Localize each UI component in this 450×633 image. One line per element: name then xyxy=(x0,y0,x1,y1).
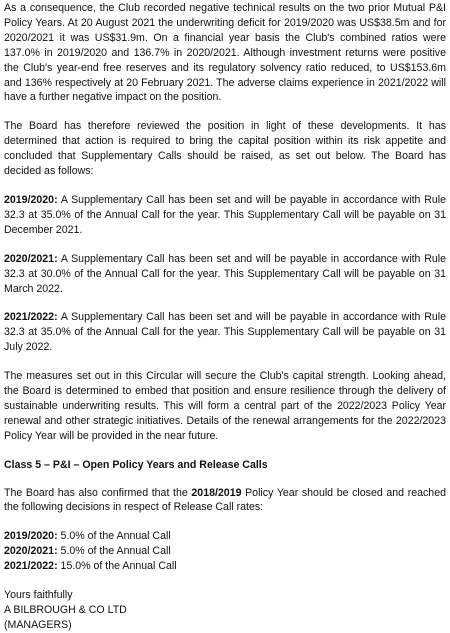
company-name: A BILBROUGH & CO LTD xyxy=(4,604,127,616)
closed-policy-year: 2018/2019 xyxy=(191,486,242,499)
release-call-2019-2020: 2019/2020: 5.0% of the Annual Call xyxy=(4,530,171,543)
intro-paragraph: As a consequence, the Club recorded negative technical results on the two prior Mutual P&I Policy Years. At 20 August 2021 the underwriting deficit for 2019/2020 was US$38.5m and for 2020/2021 it was US$31.9m. On a financial year basis the Club's combined ratios were 137.0% in 2019/2020 and 136.7% in 2020/2021. Although investment returns were positive the Club's year-end free reserves and its regulatory solvency ratio reduced, to US$153.6m and 136% respectively at 20 February 2021. The adverse claims experience in 2021/2022 will have a further negative impact on the position. xyxy=(4,2,446,104)
release-call-2020-2021: 2020/2021: 5.0% of the Annual Call xyxy=(4,545,171,558)
supplementary-call-text: A Supplementary Call has been set and will be payable in accordance with Rule 32.3 at 30.0% of the Annual Call for the year. This Supplementary Call will be payable on 31 March 2022. xyxy=(4,252,446,295)
board-decision-paragraph: The Board has therefore reviewed the position in light of these developments. It has determined that action is required to bring the capital position within its risk appetite and concluded that Supplementary Calls should be raised, as set out below. The Board has decided as follows: xyxy=(4,120,446,178)
closing-line: Yours faithfully xyxy=(4,589,73,602)
signatory-role: (MANAGERS) xyxy=(4,618,72,631)
policy-year-label: 2021/2022: xyxy=(4,311,58,324)
supplementary-call-2019-2020 xyxy=(4,193,446,238)
policy-year-label: 2020/2021: xyxy=(4,252,58,265)
release-call-rates xyxy=(4,529,446,574)
supplementary-call-2020-2021 xyxy=(4,252,446,297)
supplementary-call-2021-2022 xyxy=(4,310,446,355)
release-call-2021-2022: 2021/2022: 15.0% of the Annual Call xyxy=(4,560,177,573)
policy-year-label: 2019/2020: xyxy=(4,193,58,206)
signature-block xyxy=(4,588,446,633)
release-calls-intro: The Board has also confirmed that the 2018/2019 Policy Year should be closed and reached the following decisions in respect of Release Call rates: xyxy=(4,486,446,514)
supplementary-call-text: A Supplementary Call has been set and will be payable in accordance with Rule 32.3 at 35.0% of the Annual Call for the year. This Supplementary Call will be payable on 31 December 2021. xyxy=(4,193,446,236)
supplementary-call-text: A Supplementary Call has been set and will be payable in accordance with Rule 32.3 at 35.0% of the Annual Call for the year. This Supplementary Call will be payable on 31 July 2022. xyxy=(4,311,446,354)
class5-heading: Class 5 – P&I – Open Policy Years and Release Calls xyxy=(4,458,268,471)
measures-paragraph: The measures set out in this Circular will secure the Club's capital strength. Looking ahead, the Board is determined to embed that position and ensure resilience through the delivery of sustainable underwriting results. This will form a central part of the 2022/2023 Policy Year renewal and other strategic initiatives. Details of the renewal arrangements for the 2022/2023 Policy Year will be provided in the near future. xyxy=(4,370,446,442)
